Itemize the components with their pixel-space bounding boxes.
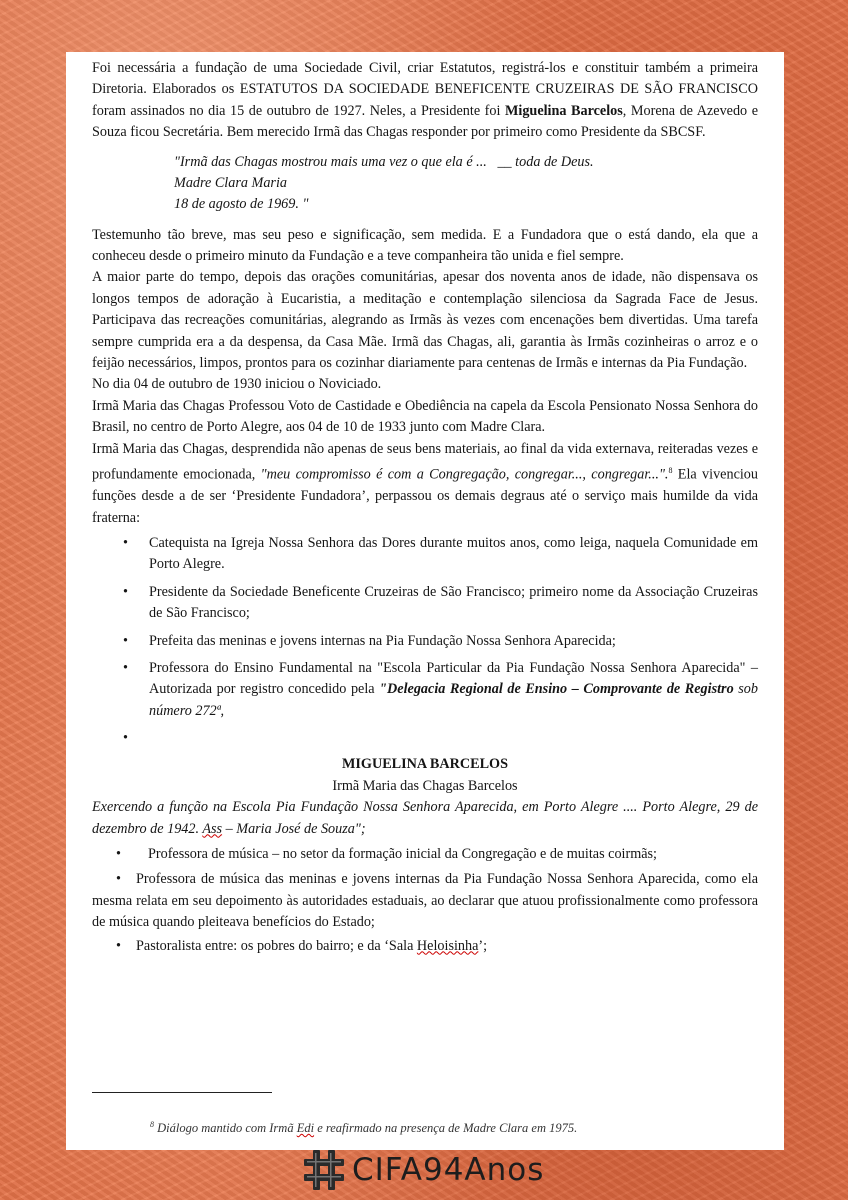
- inline-item-text: Heloisinha: [416, 937, 479, 954]
- paragraph-text: Ela vivenciou funções desde a de ser ‘Presidente Fundadora’, perpassou os demais degraus até o serviço mais humilde da vida fraterna:: [92, 466, 758, 526]
- quote-date: 18 de agosto de 1969. ": [174, 195, 309, 212]
- paragraph-testimony: Testemunho tão breve, mas seu peso e significação, sem medida. E a Fundadora que o está dando, ela que a conheceu desde o primeiro minuto da Fundação e a teve companheira tão unida e fiel sempre.: [92, 226, 758, 265]
- list-item: [92, 582, 758, 625]
- quote-line: "Irmã das Chagas mostrou mais uma vez o que ela é ... __ toda de Deus.: [174, 153, 594, 170]
- bullet-icon: •: [123, 583, 128, 600]
- inline-item: [92, 869, 758, 933]
- citation-abbrev: Ass: [202, 820, 223, 837]
- paragraph-text: Foi necessária a fundação de uma Sociedade Civil, criar Estatutos, registrá-los e constituir também a primeira Diretoria. Elaborados os ESTATUTOS DA SOCIEDADE BENEFICENTE CRUZEIRAS DE SÃO FRANCISCO foram assinados no dia 15 de outubro de 1927. Neles, a Presidente foi: [92, 60, 758, 119]
- bullet-icon: •: [116, 871, 121, 888]
- paragraph-daily-life: A maior parte do tempo, depois das orações comunitárias, apesar dos noventa anos de idade, não dispensava os longos tempos de adoração à Eucaristia, a meditação e contemplação silenciosa da Sagrada Face de Jesus. Participava das recreações comunitárias, alegrando as Irmãs às vezes com encenações bem divertidas. Uma tarefa sempre cumprida era a da despensa, da Casa Mãe. Irmã das Chagas, ali, garantia às Irmãs cozinheiras o arroz e o feijão necessários, limpos, prontos para os cozinhar diariamente para centenas de Irmãs e internas da Pia Fundação.: [92, 269, 758, 372]
- footnote: [150, 1114, 577, 1140]
- footnote-text: Diálogo mantido com Irmã: [157, 1121, 297, 1136]
- inline-item-text: Professora de música – no setor da formação inicial da Congregação e de muitas coirmãs;: [148, 845, 657, 862]
- document-page: [66, 52, 784, 1150]
- bold-name: Miguelina Barcelos: [505, 102, 623, 119]
- hash-icon: [302, 1148, 346, 1192]
- list-item-text: Catequista na Igreja Nossa Senhora das Dores durante muitos anos, como leiga, naquela Comunidade em Porto Alegre.: [149, 535, 758, 573]
- paragraph-text: Irmã Maria das Chagas, desprendida não apenas de seus bens materiais, ao final da vida externava, reiteradas vezes e profundamente emocionada,: [92, 440, 758, 483]
- hashtag-banner: [302, 1148, 546, 1192]
- hashtag-text: CIFA94Anos: [352, 1152, 545, 1188]
- italic-citation: [92, 797, 758, 840]
- bold-italic-text: "Delegacia Regional de Ensino – Comprovante de Registro: [379, 681, 734, 698]
- inline-item: [92, 844, 758, 865]
- inline-item-text: ’;: [478, 937, 488, 954]
- functions-list: [92, 533, 758, 748]
- list-item: [92, 631, 758, 652]
- list-item-text: Presidente da Sociedade Beneficente Cruzeiras de São Francisco; primeiro nome da Associação Cruzeiras de São Francisco;: [149, 583, 758, 622]
- list-item-text: Prefeita das meninas e jovens internas na Pia Fundação Nossa Senhora Aparecida;: [149, 632, 616, 649]
- bullet-icon: •: [123, 660, 128, 677]
- list-item-empty: [92, 728, 758, 748]
- italic-text: sob número 272ª,: [149, 681, 758, 719]
- paragraph-foundation: [92, 58, 758, 144]
- name-subheading: Irmã Maria das Chagas Barcelos: [332, 777, 518, 794]
- bullet-icon: •: [116, 845, 121, 862]
- list-item: [92, 533, 758, 576]
- name-heading: MIGUELINA BARCELOS: [342, 756, 508, 773]
- quote-author: Madre Clara Maria: [174, 174, 287, 191]
- paragraph-vows: Irmã Maria das Chagas Professou Voto de Castidade e Obediência na capela da Escola Pensionato Nossa Senhora do Brasil, no centro de Porto Alegre, aos 04 de 10 de 1933 junto com Madre Clara.: [92, 397, 758, 436]
- inline-item-text: Professora de música das meninas e jovens internas da Pia Fundação Nossa Senhora Aparecida, como ela mesma relata em seu depoimento às autoridades estaduais, ao declarar que atuou profissionalmente como professora de música quando pleiteava benefícios do Estado;: [92, 871, 758, 931]
- bullet-icon: •: [123, 632, 128, 649]
- footnote-text: e reafirmado na presença de Madre Clara em 1975.: [314, 1121, 578, 1136]
- footnote-divider: [92, 1092, 272, 1093]
- bullet-icon: •: [123, 730, 128, 747]
- quote-block: [174, 152, 758, 215]
- italic-quote: "meu compromisso é com a Congregação, congregar..., congregar...".: [260, 466, 669, 483]
- list-item: [92, 658, 758, 722]
- footnote-ref: 8: [668, 466, 673, 476]
- paragraph-novitiate: No dia 04 de outubro de 1930 iniciou o Noviciado.: [92, 376, 382, 393]
- citation-text: – Maria José de Souza";: [222, 820, 366, 837]
- list-item-text: Professora do Ensino Fundamental na "Escola Particular da Pia Fundação Nossa Senhora Aparecida" – Autorizada por registro concedido pela: [149, 660, 758, 698]
- paragraph-text: , Morena de Azevedo e Souza ficou Secretária. Bem merecido Irmã das Chagas responder por primeiro como Presidente da SBCSF.: [92, 102, 758, 141]
- bullet-icon: •: [116, 937, 121, 954]
- citation-text: Exercendo a função na Escola Pia Fundação Nossa Senhora Aparecida, em Porto Alegre .... Porto Alegre, 29 de dezembro de 1942.: [92, 799, 758, 837]
- inline-item: [92, 936, 758, 957]
- paragraph-commitment: [92, 439, 758, 529]
- footnote-text: Edi: [296, 1121, 315, 1136]
- footnote-number: 8: [150, 1120, 154, 1129]
- bullet-icon: •: [123, 535, 128, 552]
- inline-item-text: Pastoralista entre: os pobres do bairro; e da ‘Sala: [136, 937, 417, 954]
